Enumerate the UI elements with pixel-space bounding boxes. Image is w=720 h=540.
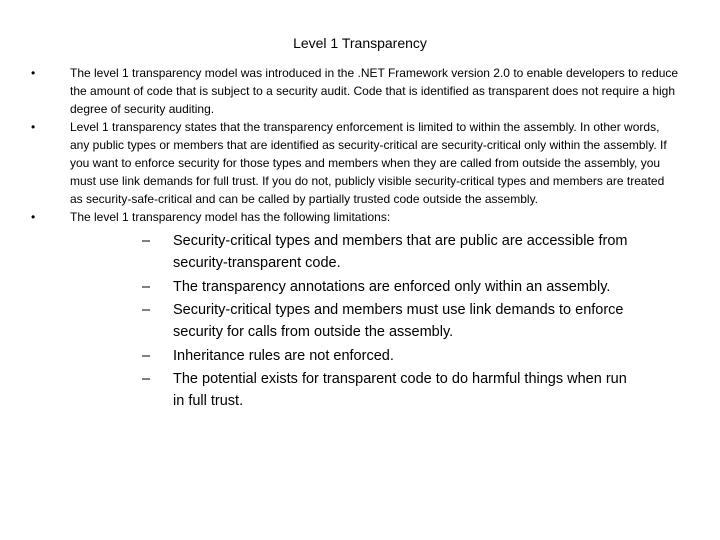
limitation-text: Security-critical types and members must use link demands to enforce security for calls from outside the assembly. bbox=[173, 302, 624, 340]
bullet-marker: • bbox=[31, 120, 36, 134]
sub-bullet-marker: – bbox=[142, 347, 151, 364]
bullet-text: The level 1 transparency model has the following limitations: bbox=[70, 210, 391, 224]
limitation-item bbox=[70, 230, 680, 274]
bullet-marker: • bbox=[31, 210, 36, 224]
sub-bullet-marker: – bbox=[142, 302, 151, 318]
limitation-text: The transparency annotations are enforced only within an assembly. bbox=[173, 278, 611, 295]
limitation-item bbox=[70, 345, 680, 367]
sub-bullet-marker: – bbox=[142, 278, 151, 295]
bullet-item-limitations bbox=[0, 208, 720, 412]
sub-bullet-marker: – bbox=[142, 233, 151, 249]
bullet-item-enforcement bbox=[0, 118, 720, 208]
limitation-item bbox=[70, 299, 680, 343]
limitation-text: Security-critical types and members that are public are accessible from security-transparent code. bbox=[173, 233, 628, 271]
bullet-marker: • bbox=[31, 66, 36, 80]
bullet-list bbox=[0, 64, 720, 414]
limitation-item bbox=[70, 276, 680, 298]
bullet-text: Level 1 transparency states that the transparency enforcement is limited to within the assembly. In other words, any public types or members that are identified as security-critical are security-critical only within the assembly. If you want to enforce security for those types and members when they are called from outside the assembly, you must use link demands for full trust. If you do not, publicly visible security-critical types and members are treated as security-safe-critical and can be called by partially trusted code outside the assembly. bbox=[70, 120, 667, 206]
bullet-text: The level 1 transparency model was introduced in the .NET Framework version 2.0 to enable developers to reduce the amount of code that is subject to a security audit. Code that is identified as transparent does not require a high degree of security auditing. bbox=[70, 66, 679, 116]
limitations-list bbox=[70, 230, 680, 412]
slide-title: Level 1 Transparency bbox=[293, 35, 427, 51]
bullet-item-intro bbox=[0, 64, 720, 118]
limitation-item bbox=[70, 368, 680, 412]
sub-bullet-marker: – bbox=[142, 371, 151, 387]
limitation-text: The potential exists for transparent code to do harmful things when run in full trust. bbox=[173, 371, 627, 409]
limitation-text: Inheritance rules are not enforced. bbox=[173, 347, 394, 364]
